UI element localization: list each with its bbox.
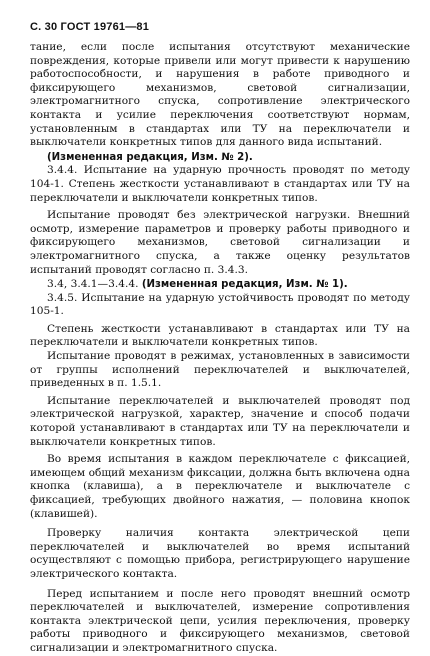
- paragraph-load: Испытание переключателей и выключателей проводят под электрической нагрузкой, характер, значение и способ подачи которой устанавливают в стандартах или ТУ на переключатели и выключатели конкретных типов.: [30, 394, 410, 448]
- paragraph-during-test: Во время испытания в каждом переключателе с фиксацией, имеющем общий механизм фиксации, должна быть включена одна кнопка (клавиша), а в переключателе и выключателе с фиксацией, требующих двойного нажатия, — половина кнопок (клавишей).: [30, 453, 410, 520]
- paragraph-inspection: Перед испытанием и после него проводят внешний осмотр переключателей и выключателей, измерение сопротивления контакта электрической цепи, усилия переключения, проверку работы приводного и фиксирующего механизмов, световой сигнализации и электромагнитного спуска.: [30, 587, 410, 654]
- paragraph-contact-check: Проверку наличия контакта электрической цепи переключателей и выключателей во время испытаний осуществляют с помощью прибора, регистрирующего нарушение электрического контакта.: [30, 527, 410, 580]
- amendment-bold: (Измененная редакция, Изм. № 1).: [141, 279, 348, 291]
- document-body: [30, 41, 410, 656]
- paragraph-modes: Испытание проводят в режимах, установленных в зависимости от группы исполнений переключателей и выключателей, приведенных в п. 1.5.1.: [30, 350, 410, 390]
- paragraph-test-procedure: Испытание проводят без электрической нагрузки. Внешний осмотр, измерение параметров и проверку работы приводного и фиксирующего механизмов, световой сигнализации и электромагнитного спуска, а также оценку результатов испытаний проводят согласно п. 3.4.3.: [30, 209, 410, 276]
- paragraph-severity: Степень жесткости устанавливают в стандартах или ТУ на переключатели и выключатели конкретных типов.: [30, 322, 410, 349]
- page-header: С. 30 ГОСТ 19761—81: [30, 21, 150, 33]
- amendment-bold: (Измененная редакция, Изм. № 2).: [47, 151, 253, 163]
- paragraph-amendment-note-2: [30, 278, 410, 292]
- paragraph-3-4-5: 3.4.5. Испытание на ударную устойчивость проводят по методу 105-1.: [30, 291, 410, 318]
- paragraph-amendment-note: [30, 151, 410, 165]
- paragraph-3-4-4: 3.4.4. Испытание на ударную прочность проводят по методу 104-1. Степень жесткости устанавливают в стандартах или ТУ на переключатели и выключатели конкретных типов.: [30, 164, 410, 204]
- amendment-prefix: 3.4, 3.4.1—3.4.4.: [47, 278, 142, 291]
- paragraph-continuation: тание, если после испытания отсутствуют механические повреждения, которые привели или могут привести к нарушению работоспособности, и нарушения в работе приводного и фиксирующего механизмов, световой сигнализации, электромагнитного спуска, сопротивление электрического контакта и усилие переключения соответствуют нормам, установленным в стандартах или ТУ на переключатели и выключатели конкретных типов для данного вида испытаний.: [30, 41, 410, 149]
